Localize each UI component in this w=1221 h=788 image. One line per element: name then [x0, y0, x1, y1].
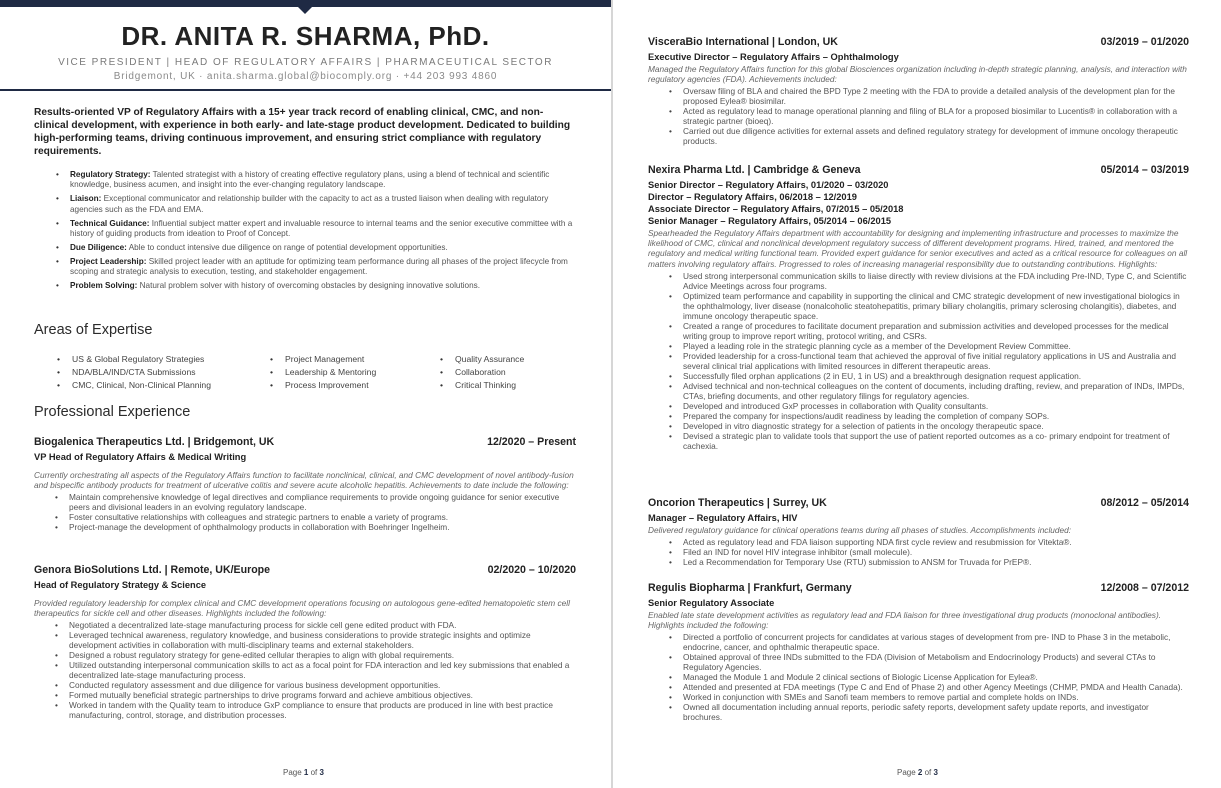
candidate-name: DR. ANITA R. SHARMA, PhD. — [121, 21, 490, 51]
expertise-column-2 — [268, 353, 376, 391]
job-bullet: • Advised technical and non-technical colleagues on the content of documents, including drafting, review, and preparation of INDs, IMPDs, CTAs, briefing documents, and other regulatory filings for regulatory agencies. — [648, 381, 1189, 401]
skill-item — [54, 170, 574, 191]
header-bar — [0, 0, 611, 7]
job-bullets — [648, 632, 1189, 722]
job-bullet: • Oversaw filing of BLA and chaired the BPD Type 2 meeting with the FDA to provide a detailed analysis of the development plan for the proposed Eylea® biosimilar. — [648, 86, 1189, 106]
expertise-item: • CMC, Clinical, Non-Clinical Planning — [55, 379, 211, 392]
job-genora — [34, 564, 576, 720]
job-bullet: • Provided leadership for a cross-functional team that achieved the approval of five initial regulatory applications in US and Australia and several clinical trial applications with limited resources in different therapeutic areas. — [648, 351, 1189, 371]
job-oncorion — [648, 497, 1189, 567]
job-bullet: • Project-manage the development of ophthalmology products in collaboration with Boehringer Ingelheim. — [34, 522, 576, 532]
expertise-column-1 — [55, 353, 211, 391]
job-bullet: • Foster consultative relationships with colleagues and strategic partners to enable a variety of programs. — [34, 512, 576, 522]
resume-page-2 — [613, 0, 1221, 788]
job-description: Provided regulatory leadership for complex clinical and CMC development operations focusing on autologous gene-edited hematopoietic stem cell therapeutics for sickle cell and other diseases. Highlights included the following: — [34, 598, 570, 619]
skill-label: Project Leadership: — [70, 256, 147, 266]
skill-text: Able to conduct intensive due diligence on range of potential development opportunities. — [126, 242, 448, 252]
job-bullet: • Used strong interpersonal communication skills to liaise directly with review divisions at the FDA including Pre-IND, Type C, and Scientific Advice Meetings across four programs. — [648, 271, 1189, 291]
job-dates: 03/2019 – 01/2020 — [1100, 36, 1189, 48]
skill-text: Natural problem solver with history of overcoming obstacles by designing innovative solutions. — [137, 281, 481, 291]
job-bullets — [34, 492, 576, 532]
job-bullet: • Formed mutually beneficial strategic partnerships to drive programs forward and achieve ambitious objectives. — [34, 690, 576, 700]
job-bullets — [648, 86, 1189, 146]
skill-item — [54, 257, 574, 278]
job-role: Head of Regulatory Strategy & Science — [34, 580, 207, 590]
job-dates: 08/2012 – 05/2014 — [1100, 497, 1189, 509]
job-regulis — [648, 582, 1189, 722]
job-bullet: • Conducted regulatory assessment and due diligence for various business development opportunities. — [34, 680, 576, 690]
job-bullet: • Directed a portfolio of concurrent projects for candidates at various stages of development from pre- IND to Phase 3 in the metabolic, endocrine, cancer, and ophthalmic therapeutic space. — [648, 632, 1189, 652]
job-nexira — [648, 164, 1189, 451]
job-company: Nexira Pharma Ltd. | Cambridge & Geneva — [648, 164, 861, 176]
page-number: 1 — [303, 768, 309, 777]
job-bullet: • Successfully filed orphan applications (2 in EU, 1 in US) and a breakthrough designation request application. — [648, 371, 1189, 381]
skill-label: Liaison: — [70, 194, 102, 204]
experience-heading: Professional Experience — [34, 404, 191, 420]
page-total: 3 — [319, 768, 324, 777]
job-role: Senior Manager – Regulatory Affairs, 05/2014 – 06/2015 — [648, 216, 892, 226]
job-bullet: • Filed an IND for novel HIV integrase inhibitor (small molecule). — [648, 547, 1189, 557]
job-company: Biogalenica Therapeutics Ltd. | Bridgemont, UK — [34, 436, 275, 448]
expertise-item: • Collaboration — [438, 366, 524, 379]
skill-item — [54, 194, 574, 215]
header-divider — [0, 89, 611, 91]
job-bullet: • Devised a strategic plan to validate tools that support the use of patient reported outcomes as a co- primary endpoint for treatment of cachexia. — [648, 431, 1189, 451]
job-role: Manager – Regulatory Affairs, HIV — [648, 513, 798, 523]
job-bullet: • Prepared the company for inspections/audit readiness by leading the completion of company SOPs. — [648, 411, 1189, 421]
job-dates: 02/2020 – 10/2020 — [487, 564, 576, 576]
skill-label: Technical Guidance: — [70, 218, 150, 228]
job-bullet: • Designed a robust regulatory strategy for gene-edited cellular therapies to align with global requirements. — [34, 650, 576, 660]
job-bullet: • Optimized team performance and capability in supporting the clinical and CMC strategic development of new investigational biologics in the ophthalmology, liver disease (nonalcoholic steatohepatitis, primary biliary cholangitis, primary sclerosing cholangitis), diabetes, and immune oncology therapeutic space. — [648, 291, 1189, 321]
job-bullet: • Acted as regulatory lead and FDA liaison supporting NDA first cycle review and resubmission for Vitekta®. — [648, 537, 1189, 547]
job-role: Associate Director – Regulatory Affairs, 07/2015 – 05/2018 — [648, 204, 904, 214]
job-company: Genora BioSolutions Ltd. | Remote, UK/Europe — [34, 564, 271, 576]
job-company: Oncorion Therapeutics | Surrey, UK — [648, 497, 827, 509]
job-company: VisceraBio International | London, UK — [648, 36, 838, 48]
job-bullet: • Led a Recommendation for Temporary Use (RTU) submission to ANSM for Truvada for PrEP®. — [648, 557, 1189, 567]
job-role: Senior Regulatory Associate — [648, 598, 775, 608]
job-bullet: • Maintain comprehensive knowledge of legal directives and compliance requirements to provide ongoing guidance for senior executive peers and divisional leaders in an evolving regulatory landscape. — [34, 492, 576, 512]
expertise-item: • Project Management — [268, 353, 376, 366]
job-bullet: • Worked in conjunction with SMEs and Sanofi team members to remove partial and complete holds on INDs. — [648, 692, 1189, 702]
job-dates: 05/2014 – 03/2019 — [1100, 164, 1189, 176]
skill-label: Due Diligence: — [70, 242, 127, 252]
expertise-heading: Areas of Expertise — [34, 322, 153, 338]
job-bullet: • Managed the Module 1 and Module 2 clinical sections of Biologic License Application for Eylea®. — [648, 672, 1189, 682]
skill-text: Skilled project leader with an aptitude for optimizing team performance during all phases of the project lifecycle from scoping and strategic analysis to execution, testing, and stakeholder engagement. — [70, 256, 568, 277]
expertise-item: • Leadership & Mentoring — [268, 366, 376, 379]
page-number: 2 — [917, 768, 923, 777]
expertise-item: • NDA/BLA/IND/CTA Submissions — [55, 366, 211, 379]
job-bullets — [34, 620, 576, 720]
skill-item — [54, 219, 574, 240]
expertise-item: • US & Global Regulatory Strategies — [55, 353, 211, 366]
contact-line: Bridgemont, UK · anita.sharma.global@biocomply.org · +44 203 993 4860 — [113, 71, 498, 82]
job-bullets — [648, 537, 1189, 567]
skill-item — [54, 243, 574, 253]
skills-list — [54, 170, 574, 295]
footer-prefix: Page — [897, 768, 918, 777]
expertise-item: • Quality Assurance — [438, 353, 524, 366]
footer-of: of — [308, 768, 320, 777]
job-bullet: • Created a range of procedures to facilitate document preparation and submission activities and developed processes for the medical writing group to improve report writing, protocol writing, and CSRs. — [648, 321, 1189, 341]
job-bullet: • Acted as regulatory lead to manage operational planning and filing of BLA for a proposed biosimilar to Lucentis® in collaboration with a strategic partner (bioeq). — [648, 106, 1189, 126]
page-footer — [897, 768, 938, 777]
job-bullet: • Utilized outstanding interpersonal communication skills to act as a focal point for FDA interaction and led key submissions that enabled a decentralized late-stage manufacturing process. — [34, 660, 576, 680]
job-bullet: • Owned all documentation including annual reports, periodic safety reports, development safety update reports, and investigator brochures. — [648, 702, 1189, 722]
job-role: Senior Director – Regulatory Affairs, 01/2020 – 03/2020 — [648, 180, 889, 190]
expertise-item: • Critical Thinking — [438, 379, 524, 392]
job-company: Regulis Biopharma | Frankfurt, Germany — [648, 582, 852, 594]
page-footer — [283, 768, 324, 777]
job-dates: 12/2020 – Present — [487, 436, 576, 448]
skill-text: Talented strategist with a history of creating effective regulatory plans, using a blend of technical and scientific knowledge, business acumen, and insight into the ever-changing regulatory landscape. — [70, 170, 550, 190]
job-dates: 12/2008 – 07/2012 — [1100, 582, 1189, 594]
summary-paragraph: Results-oriented VP of Regulatory Affairs with a 15+ year track record of enabling clinical, CMC, and non-clinical development, with experience in both early- and late-stage product development. Dedicated to building high-performing teams, driving continuous improvement, and ensuring strict compliance with regulatory requirements. — [34, 107, 571, 157]
job-bullet: • Attended and presented at FDA meetings (Type C and End of Phase 2) and other Agency Meetings (CHMP, PMDA and Health Canada). — [648, 682, 1189, 692]
job-role: Executive Director – Regulatory Affairs – Ophthalmology — [648, 52, 899, 62]
footer-prefix: Page — [283, 768, 304, 777]
expertise-column-3 — [438, 353, 524, 391]
job-description: Delivered regulatory guidance for clinical operations teams during all phases of studies. Accomplishments included: — [648, 525, 1072, 535]
header-notch — [298, 7, 312, 14]
job-bullet: • Leveraged technical awareness, regulatory knowledge, and business considerations to provide strategic insights and optimize development activities in collaboration with multi-disciplinary teams and external stakeholders. — [34, 630, 576, 650]
expertise-item: • Process Improvement — [268, 379, 376, 392]
job-description: Managed the Regulatory Affairs function for this global Biosciences organization including in-depth strategic planning, analysis, and interaction with regulatory agencies (FDA). Achievements included: — [648, 64, 1187, 85]
job-bullet: • Obtained approval of three INDs submitted to the FDA (Division of Metabolism and Endocrinology Products) and several CTAs to Regulatory Agencies. — [648, 652, 1189, 672]
job-bullet: • Played a leading role in the strategic planning cycle as a member of the Development Review Committee. — [648, 341, 1189, 351]
job-role: VP Head of Regulatory Affairs & Medical Writing — [34, 452, 247, 462]
job-bullet: • Developed and introduced GxP processes in collaboration with Quality consultants. — [648, 401, 1189, 411]
job-description: Enabled late state development activities as regulatory lead and FDA liaison for three investigational drug products (monoclonal antibodies). Highlights included the following: — [648, 610, 1162, 631]
job-viscerabio — [648, 36, 1189, 146]
footer-of: of — [922, 768, 934, 777]
job-biogalenica — [34, 436, 576, 532]
job-bullet: • Worked in tandem with the Quality team to introduce GxP compliance to ensure that products are produced in line with best practice manufacturing, control, storage, and distribution processes. — [34, 700, 576, 720]
skill-text: Exceptional communicator and relationship builder with the capacity to act as a trusted liaison when dealing with regulatory agencies such as the FDA and EMA. — [70, 194, 549, 214]
page-total: 3 — [933, 768, 938, 777]
job-description: Spearheaded the Regulatory Affairs department with accountability for designing and implementing infrastructure and processes to maximize the likelihood of CMC, clinical and nonclinical development regulatory success of different development programs. Hired, trained, and mentored the regulatory and medical writing functional team. Provided expert guidance for senior executives and acted as a critical resource for colleagues on all matters involving regulatory affairs. Progressed to roles of increasing managerial responsibility due to outstanding contributions. Highlights: — [648, 228, 1188, 269]
job-bullet: • Developed in vitro diagnostic strategy for a selection of patients in the oncology therapeutic space. — [648, 421, 1189, 431]
job-bullets — [648, 271, 1189, 451]
skill-label: Regulatory Strategy: — [70, 170, 151, 179]
skill-item — [54, 281, 574, 291]
job-bullet: • Carried out due diligence activities for external assets and defined regulatory strategy for development of immune oncology therapeutic products. — [648, 126, 1189, 146]
candidate-subtitle: VICE PRESIDENT | HEAD OF REGULATORY AFFAIRS | PHARMACEUTICAL SECTOR — [58, 57, 553, 68]
job-description: Currently orchestrating all aspects of the Regulatory Affairs function to facilitate nonclinical, clinical, and CMC development of novel antibody-fusion and bispecific antibody products for treatment of ulcerative colitis and severe acute alcoholic hepatitis. Achievements to date include the following: — [34, 470, 574, 491]
job-role: Director – Regulatory Affairs, 06/2018 – 12/2019 — [648, 192, 857, 202]
skill-text: Influential subject matter expert and invaluable resource to internal teams and the senior executive committee with a history of guiding products from ideation to Proof of Concept. — [70, 218, 573, 239]
job-bullet: • Negotiated a decentralized late-stage manufacturing process for sickle cell gene edited product with FDA. — [34, 620, 576, 630]
skill-label: Problem Solving: — [70, 281, 138, 291]
